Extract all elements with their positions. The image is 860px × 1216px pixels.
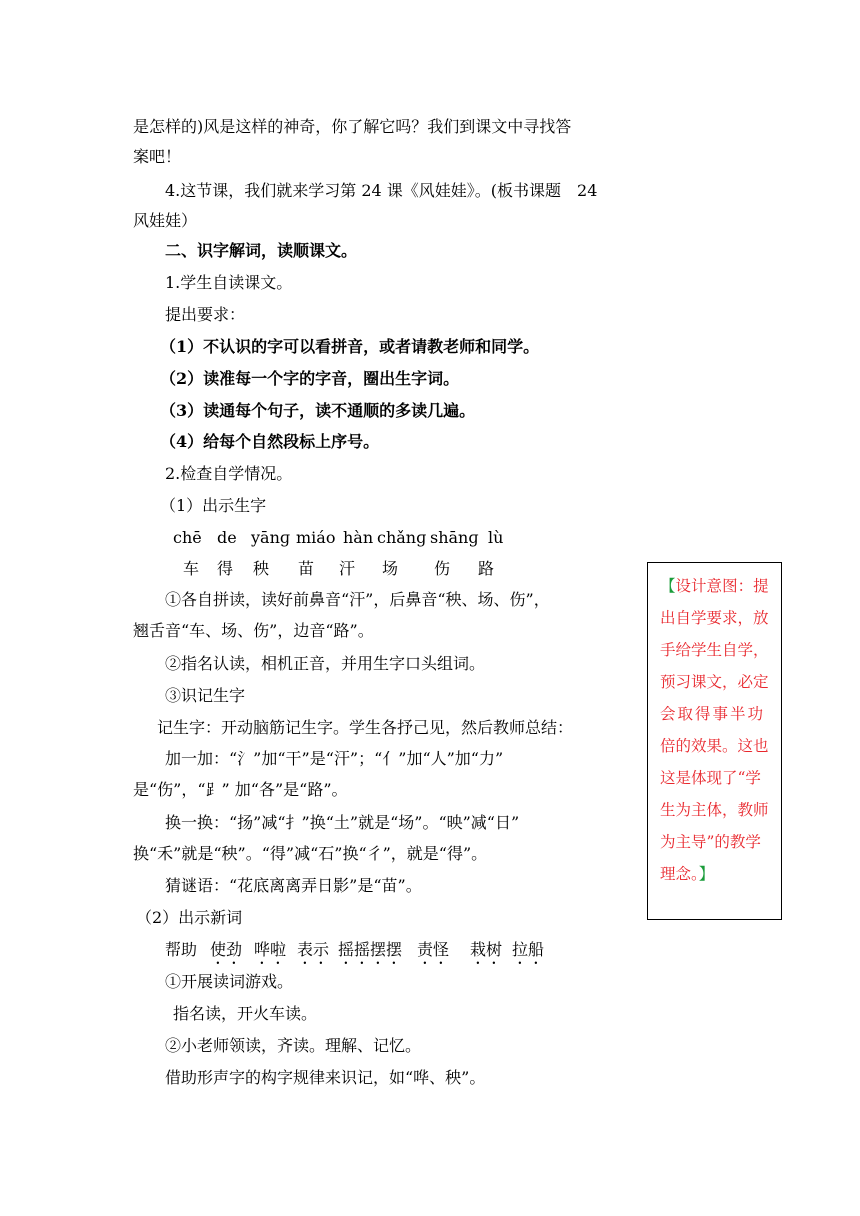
new-word: 表示	[297, 940, 330, 959]
new-word: 哗啦	[254, 940, 287, 959]
design-intent-line: 倍的效果。这也	[660, 737, 769, 755]
design-intent-line: 【设计意图：提	[660, 577, 769, 595]
paragraph-line: 猜谜语：“花底离离弄日影”是“苗”。	[165, 876, 422, 895]
new-character: 苗	[298, 559, 315, 578]
design-intent-line: 理念。】	[660, 865, 715, 883]
pinyin-syllable: chē	[173, 528, 202, 547]
paragraph-line: 是“伤”，“⻊” 加“各”是“路”。	[133, 780, 348, 799]
pinyin-syllable: chǎnɡ	[377, 528, 427, 547]
paragraph-line: ③识记生字	[165, 686, 246, 705]
new-character: 场	[382, 559, 399, 578]
new-word: 责怪	[417, 940, 450, 959]
pinyin-syllable: miáo	[296, 528, 336, 547]
paragraph-line: 指名读，开火车读。	[173, 1004, 318, 1023]
new-word: 帮助	[165, 940, 198, 959]
new-character: 汗	[339, 559, 356, 578]
paragraph-line: 换一换：“扬”减“扌”换“土”就是“场”。“映”减“日”	[165, 813, 520, 832]
new-character: 秧	[253, 559, 270, 578]
design-intent-line: 手给学生自学，	[660, 641, 769, 659]
requirement-item: （4）给每个自然段标上序号。	[160, 432, 380, 451]
new-word: 使劲	[210, 940, 243, 959]
subsection-heading: （1）出示生字	[160, 496, 267, 515]
new-character: 路	[478, 559, 495, 578]
new-character: 伤	[434, 559, 451, 578]
paragraph-line: 风娃娃）	[133, 211, 198, 230]
requirement-item: （2）读准每一个字的字音，圈出生字词。	[160, 369, 460, 388]
subsection-heading: （2）出示新词	[136, 908, 243, 927]
new-character: 得	[217, 559, 234, 578]
requirement-item: （3）读通每个句子，读不通顺的多读几遍。	[160, 401, 476, 420]
step-line: 2.检查自学情况。	[165, 464, 293, 483]
new-word: 栽树	[470, 940, 503, 959]
design-intent-line: 为主导”的教学	[660, 833, 761, 851]
pinyin-syllable: hàn	[343, 528, 374, 547]
pinyin-syllable: yānɡ	[251, 528, 291, 547]
paragraph-line: 是怎样的)风是这样的神奇，你了解它吗？我们到课文中寻找答	[133, 117, 572, 136]
requirements-label: 提出要求：	[165, 305, 246, 324]
paragraph-line: ②指名认读，相机正音，并用生字口头组词。	[165, 654, 486, 673]
requirement-item: （1）不认识的字可以看拼音，或者请教老师和同学。	[160, 337, 540, 356]
design-intent-line: 这是体现了“学	[660, 769, 761, 787]
design-intent-line: 出自学要求，放	[660, 609, 769, 627]
design-intent-box	[647, 562, 782, 920]
new-word: 拉船	[512, 940, 545, 959]
paragraph-line: ②小老师领读，齐读。理解、记忆。	[165, 1036, 422, 1055]
pinyin-syllable: de	[217, 528, 237, 547]
paragraph-line: 4.这节课，我们就来学习第 24 课《风娃娃》。(板书课题 24	[165, 181, 598, 200]
paragraph-line: 换“禾”就是“秧”。“得”减“石”换“彳”，就是“得”。	[133, 844, 488, 863]
design-intent-line: 生为主体，教师	[660, 801, 769, 819]
paragraph-line: 案吧！	[133, 147, 182, 166]
new-character: 车	[183, 559, 200, 578]
pinyin-syllable: lù	[488, 528, 504, 547]
design-intent-line: 预习课文，必定	[660, 673, 769, 691]
paragraph-line: 借助形声字的构字规律来识记，如“哗、秧”。	[165, 1068, 486, 1087]
paragraph-line: ①各自拼读，读好前鼻音“汗”，后鼻音“秧、场、伤”，	[165, 590, 550, 609]
paragraph-line: 记生字：开动脑筋记生字。学生各抒己见，然后教师总结：	[157, 718, 574, 737]
step-line: 1.学生自读课文。	[165, 273, 293, 292]
design-intent-line: 会取得事半功	[660, 705, 766, 723]
paragraph-line: 加一加：“氵”加“干”是“汗”；“亻”加“人”加“力”	[165, 749, 504, 768]
new-word: 摇摇摆摆	[338, 940, 403, 959]
paragraph-line: ①开展读词游戏。	[165, 972, 294, 991]
paragraph-line: 翘舌音“车、场、伤”，边音“路”。	[133, 621, 374, 640]
pinyin-syllable: shānɡ	[430, 528, 479, 547]
section-heading: 二、识字解词，读顺课文。	[165, 241, 358, 260]
